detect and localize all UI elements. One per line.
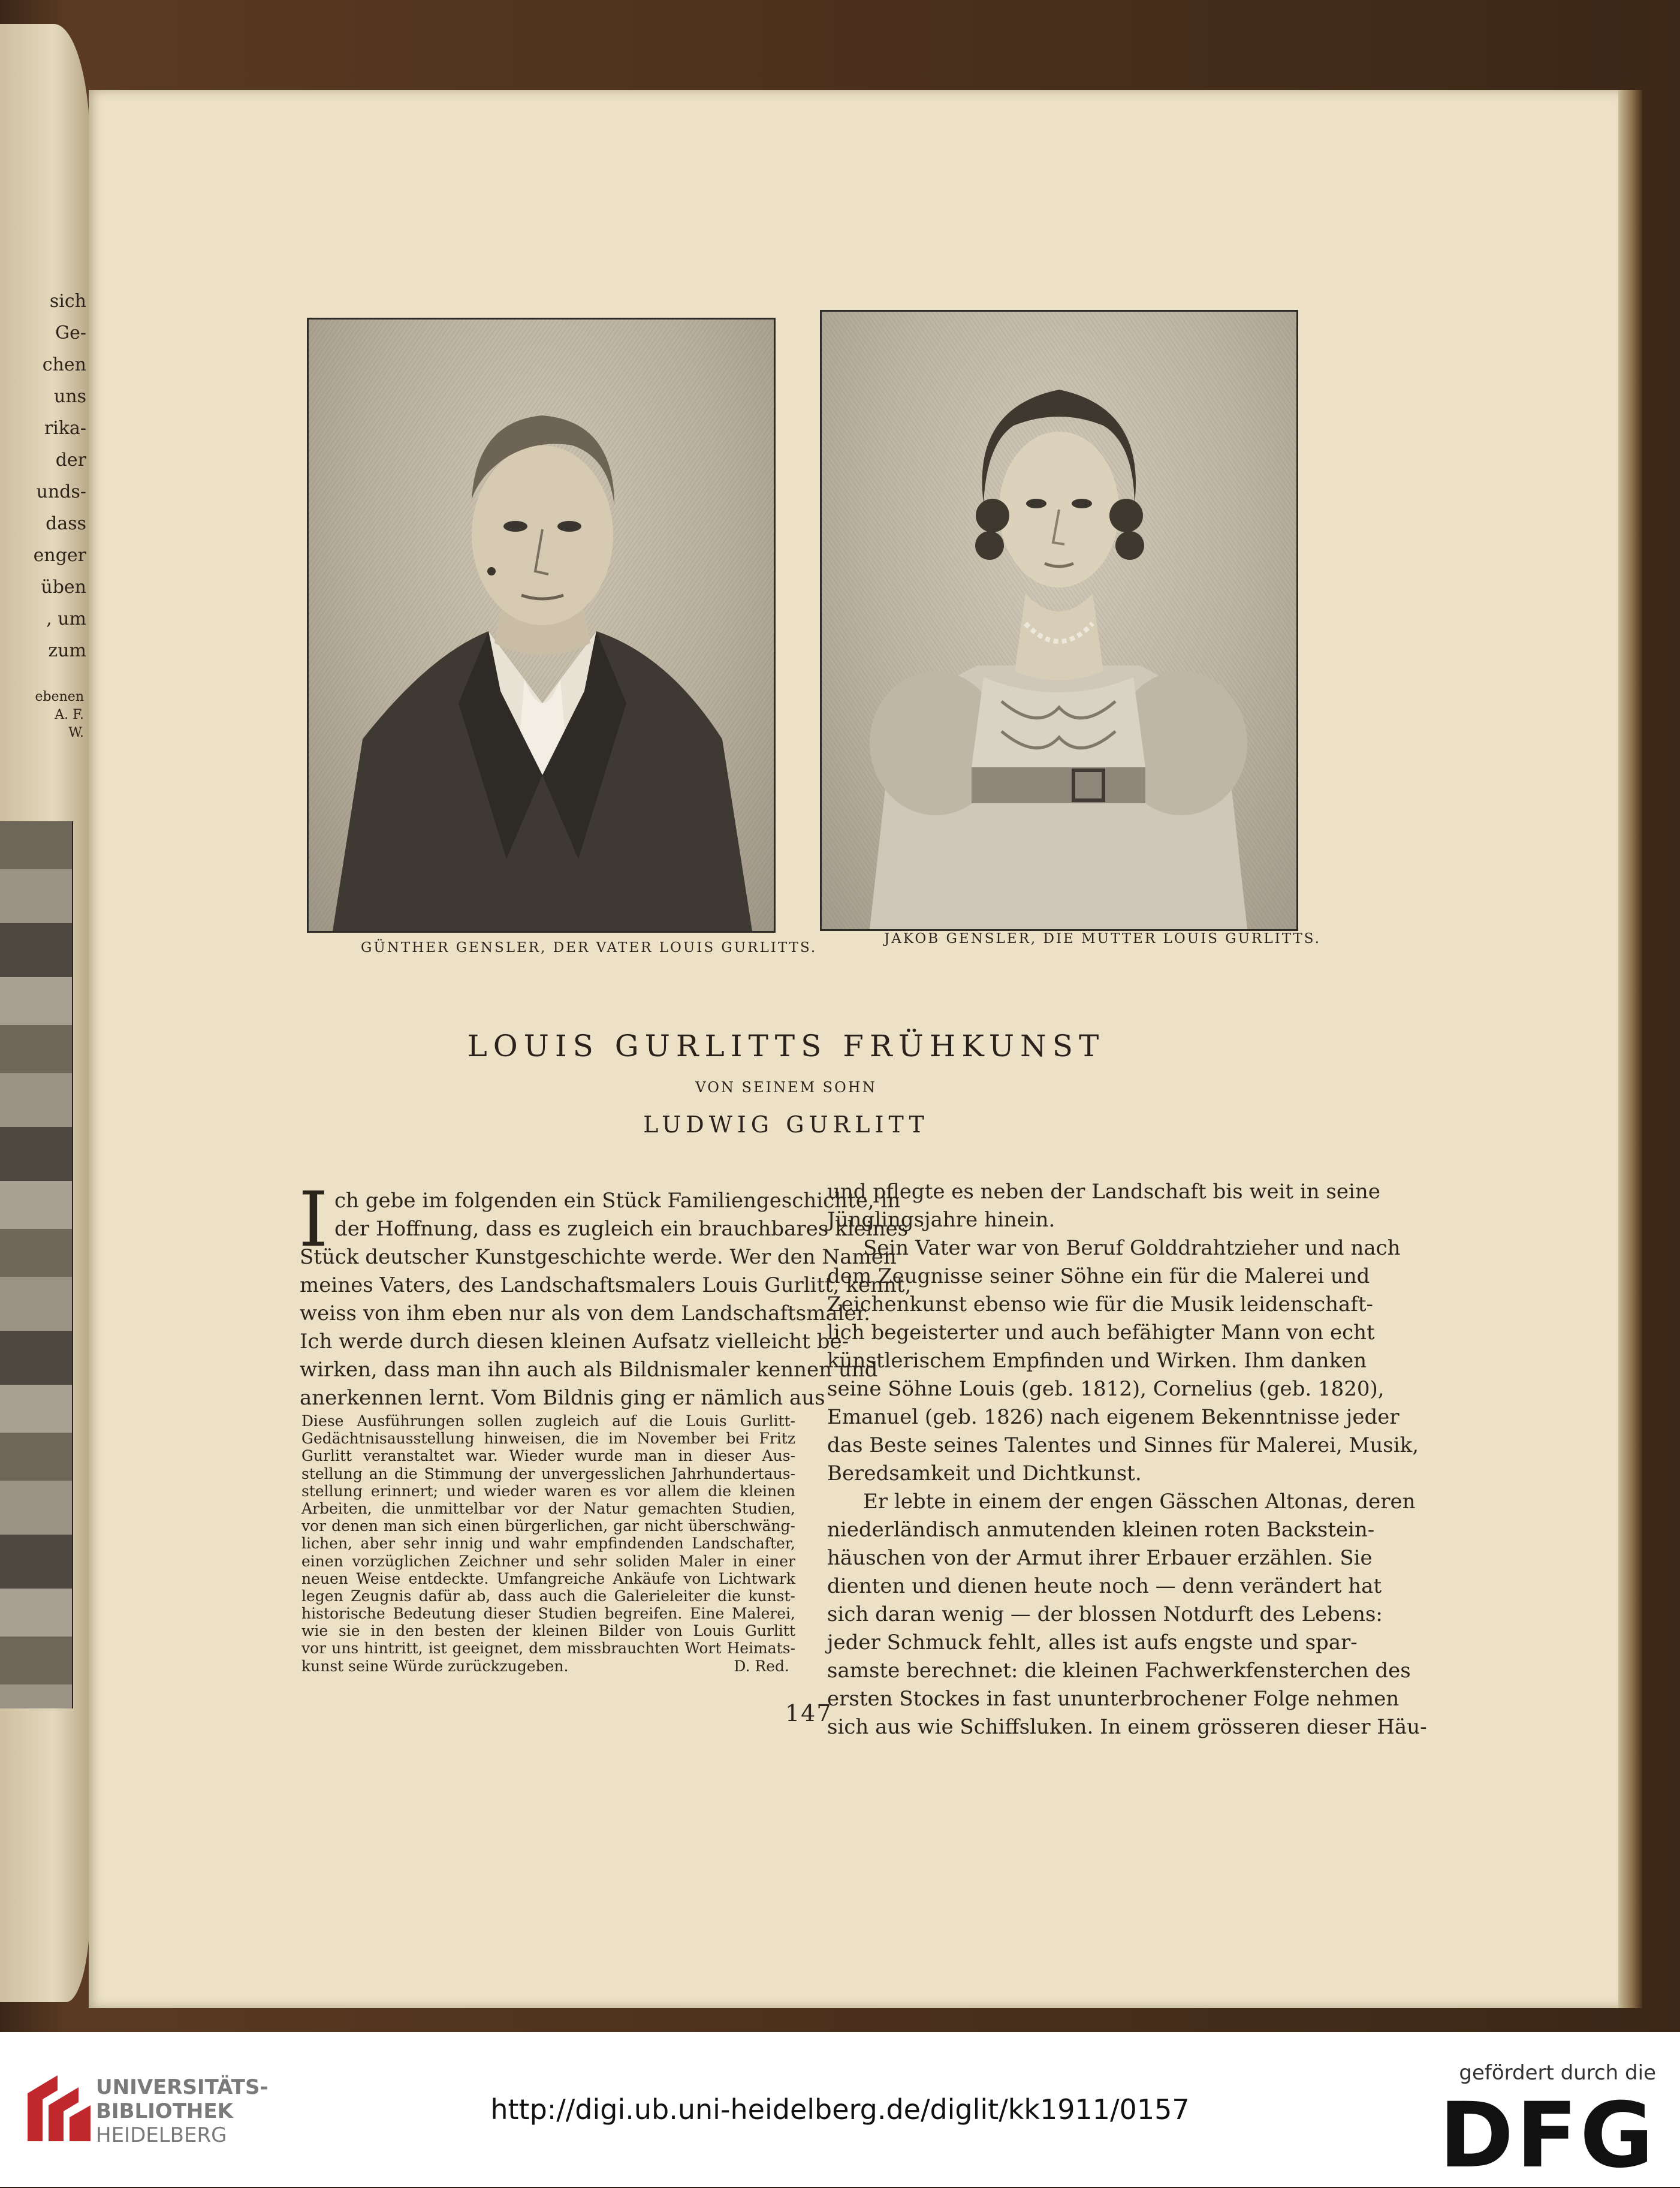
- body-line: jeder Schmuck fehlt, alles ist aufs engste und spar-: [827, 1631, 1358, 1654]
- drop-cap: I: [298, 1176, 328, 1264]
- body-line: Ich werde durch diesen kleinen Aufsatz vielleicht be-: [300, 1330, 849, 1354]
- article-author: LUDWIG GURLITT: [643, 1111, 929, 1138]
- page-number: 147: [785, 1700, 833, 1726]
- left-page-fragment: , um: [46, 608, 86, 629]
- left-page-photo-fragment: [0, 821, 73, 1708]
- body-line: ersten Stockes in fast ununterbrochener Folge nehmen: [827, 1687, 1400, 1711]
- article-subtitle: VON SEINEM SOHN: [695, 1079, 877, 1096]
- body-line: ch gebe im folgenden ein Stück Familiengeschichte, in: [334, 1189, 901, 1213]
- footnote-line: lichen, aber sehr innig und wahr empfindenden Landschafter,: [301, 1535, 795, 1553]
- left-page-fragment-small: A. F.: [55, 707, 84, 722]
- footnote: [301, 1412, 795, 1675]
- left-page-fragment: enger: [33, 545, 86, 566]
- mother-portrait-drawing: [822, 312, 1296, 929]
- body-line: weiss von ihm eben nur als von dem Landschaftsmaler.: [300, 1301, 870, 1325]
- body-line: dienten und dienen heute noch — denn verändert hat: [827, 1574, 1382, 1598]
- left-column-text: [298, 1176, 912, 1412]
- body-line: sich aus wie Schiffsluken. In einem grösseren dieser Häu-: [827, 1715, 1427, 1739]
- footnote-line: wie sie in den besten der kleinen Bilder von Louis Gurlitt: [301, 1622, 795, 1640]
- left-page-sliver: [0, 24, 90, 2002]
- left-page-fragment: unds-: [36, 481, 86, 502]
- left-page-fragment: rika-: [44, 418, 86, 439]
- body-line: niederländisch anmutenden kleinen roten Backstein-: [827, 1518, 1375, 1542]
- body-line: wirken, dass man ihn auch als Bildnismaler kennen und: [300, 1358, 878, 1382]
- body-line: Sein Vater war von Beruf Golddrahtzieher und nach: [863, 1236, 1401, 1260]
- footnote-line: Arbeiten, die unmittelbar vor der Natur gemachten Studien,: [301, 1499, 795, 1517]
- left-page-fragment: chen: [42, 354, 86, 375]
- library-name-line1: UNIVERSITÄTS-: [96, 2075, 269, 2099]
- body-line: meines Vaters, des Landschaftsmalers Louis Gurlitt, kennt,: [300, 1273, 912, 1297]
- body-line: samste berechnet: die kleinen Fachwerkfensterchen des: [827, 1659, 1411, 1683]
- footnote-line: legen Zeugnis dafür ab, dass auch die Galerieleiter die kunst-: [301, 1587, 795, 1605]
- left-page-fragment: uns: [53, 386, 86, 407]
- library-name-line3: HEIDELBERG: [96, 2123, 227, 2147]
- footnote-line: stellung an die Stimmung der unvergesslichen Jahrhundertaus-: [301, 1464, 795, 1482]
- left-page-fragment: zum: [48, 640, 86, 661]
- body-line: sich daran wenig — der blossen Notdurft des Lebens:: [827, 1602, 1383, 1626]
- library-name-line2: BIBLIOTHEK: [96, 2099, 233, 2123]
- footnote-line: vor denen man sich einen bürgerlichen, gar nicht überschwäng-: [301, 1517, 795, 1535]
- portrait-mother: [820, 310, 1298, 931]
- footnote-line: Gurlitt veranstaltet war. Wieder wurde man in dieser Aus-: [301, 1447, 795, 1465]
- left-page-fragment: Ge-: [55, 323, 86, 343]
- footnote-line: neuen Weise entdeckte. Umfangreiche Ankäufe von Lichtwark: [301, 1569, 795, 1587]
- body-line: und pflegte es neben der Landschaft bis weit in seine: [827, 1180, 1380, 1204]
- left-page-fragment: sich: [49, 291, 86, 312]
- body-line: lich begeisterter und auch befähigter Mann von echt: [827, 1321, 1375, 1345]
- father-portrait-drawing: [309, 320, 774, 931]
- portrait-father: [307, 318, 776, 933]
- left-page-fragment: üben: [41, 577, 86, 598]
- left-page-fragment-small: ebenen: [35, 689, 84, 704]
- body-line: das Beste seines Talentes und Sinnes für Malerei, Musik,: [827, 1433, 1419, 1457]
- footnote-line: stellung erinnert; und wieder waren es vor allem die kleinen: [301, 1482, 795, 1500]
- body-line: Zeichenkunst ebenso wie für die Musik leidenschaft-: [827, 1292, 1374, 1316]
- caption-father: GÜNTHER GENSLER, DER VATER LOUIS GURLITTS.: [361, 940, 818, 956]
- permalink-url[interactable]: http://digi.ub.uni-heidelberg.de/diglit/kk1911/0157: [490, 2093, 1190, 2126]
- footnote-line: vor uns hintritt, ist geeignet, dem missbrauchten Wort Heimats-: [301, 1640, 795, 1657]
- footnote-line: historische Bedeutung dieser Studien begreifen. Eine Malerei,: [301, 1605, 795, 1623]
- left-page-fragment: der: [55, 450, 86, 471]
- footnote-signature: D. Red.: [734, 1657, 789, 1675]
- article-title: LOUIS GURLITTS FRÜHKUNST: [467, 1029, 1105, 1063]
- body-line: häuschen von der Armut ihrer Erbauer erzählen. Sie: [827, 1546, 1373, 1570]
- left-page-fragment-small: W.: [68, 725, 84, 740]
- body-line: Beredsamkeit und Dichtkunst.: [827, 1461, 1142, 1485]
- body-line: künstlerischem Empfinden und Wirken. Ihm danken: [827, 1349, 1367, 1373]
- footnote-line: kunst seine Würde zurückzugeben.: [301, 1657, 569, 1675]
- funded-by-text: gefördert durch die: [1459, 2061, 1656, 2085]
- body-line: Er lebte in einem der engen Gässchen Altonas, deren: [863, 1490, 1416, 1514]
- body-line: Jünglingsjahre hinein.: [827, 1208, 1055, 1232]
- body-line: seine Söhne Louis (geb. 1812), Cornelius (geb. 1820),: [827, 1377, 1385, 1401]
- body-line: dem Zeugnisse seiner Söhne ein für die Malerei und: [827, 1264, 1370, 1288]
- left-page-fragment: dass: [46, 513, 86, 534]
- body-line: der Hoffnung, dass es zugleich ein brauchbares kleines: [334, 1217, 909, 1241]
- body-line: anerkennen lernt. Vom Bildnis ging er nämlich aus: [300, 1386, 825, 1410]
- body-line: Stück deutscher Kunstgeschichte werde. Wer den Namen: [300, 1245, 897, 1269]
- right-column-text: [827, 1178, 1427, 1741]
- footnote-line: Gedächtnisausstellung hinweisen, die im November bei Fritz: [301, 1430, 795, 1448]
- footnote-line: einen vorzüglichen Zeichner und sehr soliden Maler in einer: [301, 1552, 795, 1570]
- body-line: Emanuel (geb. 1826) nach eigenem Bekenntnisse jeder: [827, 1405, 1400, 1429]
- footnote-line: Diese Ausführungen sollen zugleich auf die Louis Gurlitt-: [301, 1412, 795, 1430]
- caption-mother: JAKOB GENSLER, DIE MUTTER LOUIS GURLITTS.: [884, 931, 1322, 947]
- dfg-logo: DFG: [1438, 2084, 1656, 2188]
